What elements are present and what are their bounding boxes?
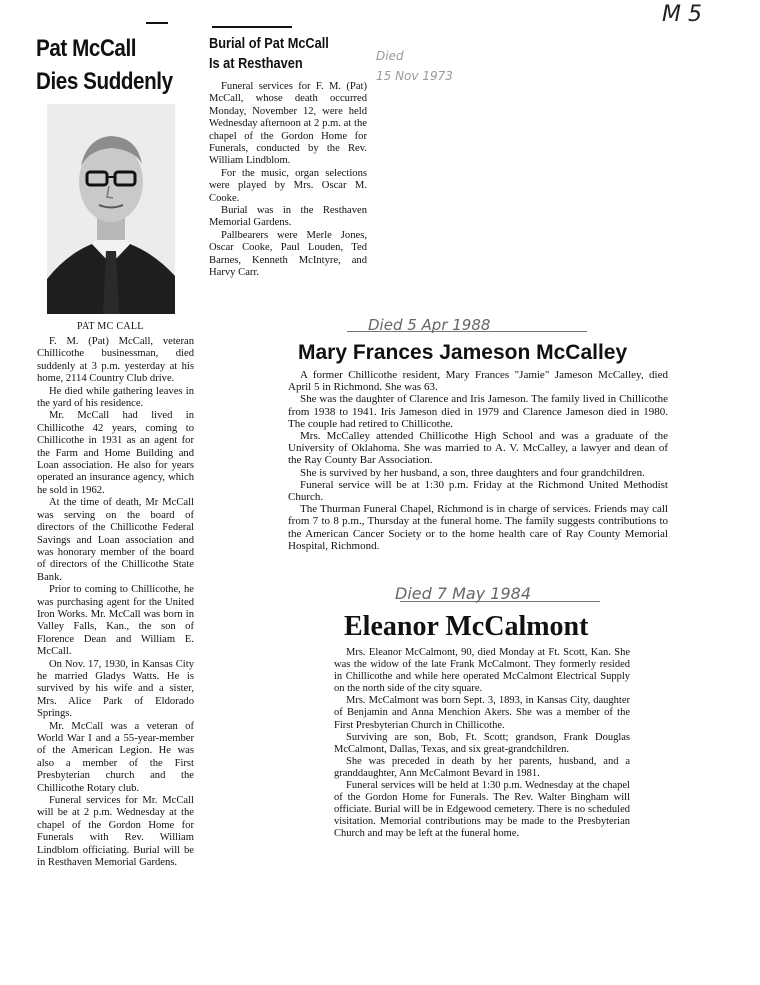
burial-headline-line-1: Burial of Pat McCall [209, 36, 329, 52]
eleanor-paragraph: Surviving are son, Bob, Ft. Scott; grandson, Frank Douglas McCalmont, Dallas, Texas, and six great-grandchildren. [334, 731, 630, 755]
mary-paragraph: She is survived by her husband, a son, three daughters and four grandchildren. [300, 466, 645, 479]
eleanor-headline: Eleanor McCalmont [344, 611, 589, 642]
mary-paragraph: The Thurman Funeral Chapel, Richmond is in charge of services. Friends may call from 7 to 8 p.m., Thursday at the funeral home. The family suggests contributions to the American Cancer Society or to the home health care of Ray County Memorial Hospital, Richmond. [288, 503, 668, 552]
pat-body [37, 336, 194, 869]
pat-photo [47, 104, 175, 314]
mary-headline: Mary Frances Jameson McCalley [298, 341, 628, 364]
eleanor-paragraph: Mrs. Eleanor McCalmont, 90, died Monday at Ft. Scott, Kan. She was the widow of the late Frank McCalmont. They formerly resided in Chillicothe and while here operated McCalmont Electrical Supply on the north side of the city square. [334, 647, 630, 695]
pat-photo-caption: PAT MC CALL [77, 321, 144, 332]
pat-paragraph: Mr. McCall was a veteran of World War I and a 55-year-member of the American Legion. He was also a member of the First Presbyterian church and the Chillicothe Rotary club. [37, 720, 194, 794]
burial-handwritten-date [376, 46, 453, 86]
pat-paragraph: Prior to coming to Chillicothe, he was purchasing agent for the United Iron Works. Mr. McCall was born in Valley Falls, Kan., the son of Florence Dean and William E. McCall. [37, 584, 194, 658]
portrait-image [47, 104, 175, 314]
mary-paragraph: Funeral service will be at 1:30 p.m. Friday at the Richmond United Methodist Church. [288, 478, 668, 504]
pat-paragraph: F. M. (Pat) McCall, veteran Chillicothe businessman, died suddenly at 3 p.m. yesterday at his home, 2114 Country Club drive. [37, 336, 194, 385]
burial-paragraph: For the music, organ selections were played by Mrs. Oscar M. Cooke. [209, 167, 367, 204]
mary-paragraph: She was the daughter of Clarence and Iris Jameson. The family lived in Chillicothe from 1938 to 1941. Iris Jameson died in 1979 and Clarence Jameson died in 1980. The couple had retired to Chillicothe. [288, 393, 668, 430]
pat-paragraph: On Nov. 17, 1930, in Kansas City he married Gladys Watts. He is survived by his wife and a sister, Mrs. Alice Park of Eldorado Springs. [37, 658, 194, 720]
pat-headline [36, 32, 173, 98]
mary-body [288, 369, 668, 552]
eleanor-paragraph: Funeral services will be held at 1:30 p.m. Wednesday at the chapel of the Gordon Home for Funerals. The Rev. Walter Bingham will officiate. Burial will be in Edgewood cemetery. There is no scheduled visitation. Memorial contributions may be made to the Presbyterian Church and may be left at the funeral home. [334, 780, 630, 840]
burial-paragraph: Burial was in the Resthaven Memorial Gardens. [209, 205, 367, 229]
burial-paragraph: Funeral services for F. M. (Pat) McCall, whose death occurred Monday, November 12, were held Wednesday afternoon at 2 p.m. at the chapel of the Gordon Home for Funerals, conducted by the Rev. William Lindblom. [209, 81, 367, 167]
eleanor-body [334, 647, 630, 841]
corner-note: M 5 [662, 2, 702, 27]
eleanor-handwritten-date: Died 7 May 1984 [395, 584, 531, 603]
pat-headline-line-2: Dies Suddenly [36, 68, 173, 95]
pat-paragraph: Mr. McCall had lived in Chillicothe 42 years, coming to Chillicothe in 1931 as an agent for the Farm and Home Building and Loan association. He also for years operated an insurance agency, which he sold in 1962. [37, 410, 194, 496]
burial-headline-line-2: Is at Resthaven [209, 56, 303, 72]
pat-headline-line-1: Pat McCall [36, 35, 137, 62]
eleanor-paragraph: Mrs. McCalmont was born Sept. 3, 1893, in Kansas City, daughter of Benjamin and Anna Menchion Akers. She was a member of the First Presbyterian Church in Chillicothe. [334, 695, 630, 731]
burial-date-line-1: Died [376, 49, 404, 63]
mary-paragraph: A former Chillicothe resident, Mary Frances "Jamie" Jameson McCalley, died April 5 in Richmond. She was 63. [288, 369, 668, 394]
burial-top-rule [212, 26, 292, 28]
burial-headline [209, 34, 329, 74]
pat-paragraph: He died while gathering leaves in the yard of his residence. [37, 385, 194, 410]
burial-body [209, 81, 367, 280]
pat-paragraph: Funeral services for Mr. McCall will be at 2 p.m. Wednesday at the chapel of the Gordon Home for Funerals with Rev. William Lindblom officiating. Burial will be in Resthaven Memorial Gardens. [37, 795, 194, 869]
burial-paragraph: Pallbearers were Merle Jones, Oscar Cooke, Paul Louden, Ted Barnes, Kenneth McIntyre, and Harvy Carr. [209, 229, 367, 279]
pat-paragraph: At the time of death, Mr McCall was serving on the board of directors of the Chillicothe Federal Savings and Loan association and was honorary member of the board of directors of the Chillicothe State Bank. [37, 497, 194, 583]
burial-date-line-2: 15 Nov 1973 [376, 69, 453, 83]
mary-paragraph: Mrs. McCalley attended Chillicothe High School and was a graduate of the University of Oklahoma. She was married to A. V. McCalley, a lawyer and dean of the Ray County Bar Association. [288, 430, 668, 467]
pat-top-rule [146, 22, 168, 24]
eleanor-paragraph: She was preceded in death by her parents, husband, and a granddaughter, Ann McCalmont Bevard in 1981. [334, 755, 630, 779]
mary-handwritten-date: Died 5 Apr 1988 [368, 316, 491, 334]
